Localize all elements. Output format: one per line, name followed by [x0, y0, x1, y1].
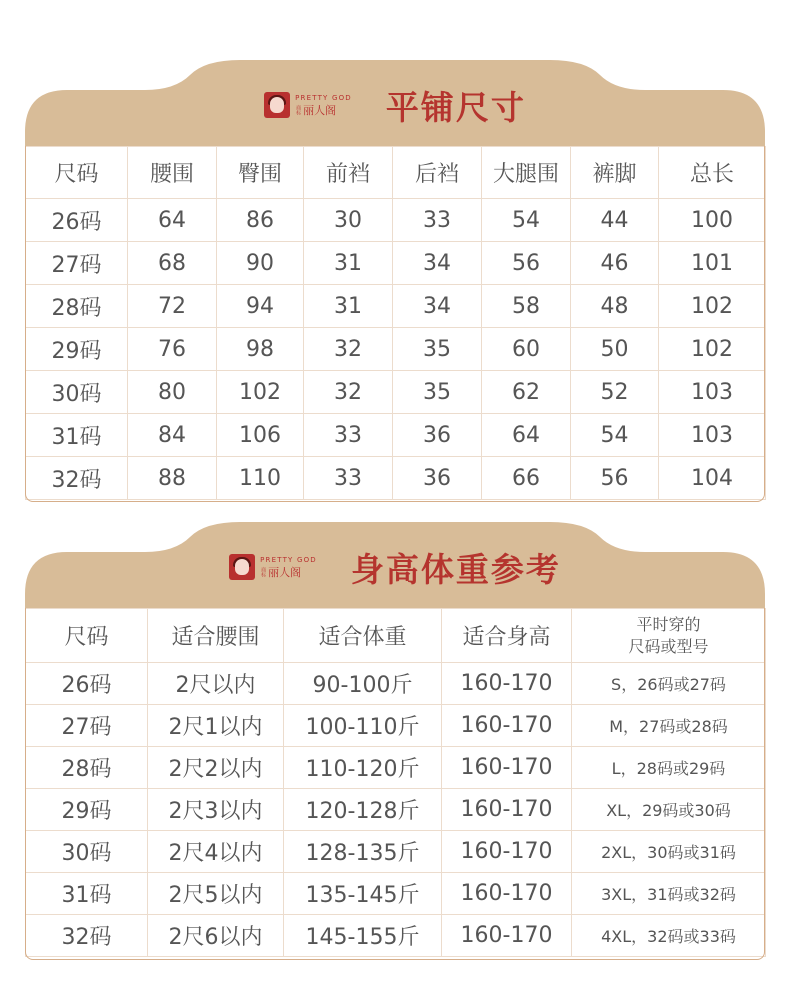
column-header: [572, 609, 766, 663]
table-row: [26, 747, 766, 789]
table-cell: 33: [304, 414, 393, 457]
table-row: [26, 789, 766, 831]
brand-logo-2: [229, 554, 317, 580]
column-header: 尺码: [26, 609, 148, 663]
column-header: 腰围: [128, 147, 217, 199]
table-cell: 56: [482, 242, 571, 285]
table-cell: 31码: [26, 873, 148, 915]
table-cell: 100: [659, 199, 766, 242]
column-header: 臀围: [217, 147, 304, 199]
table-cell: 26码: [26, 199, 128, 242]
table-cell: 52: [571, 371, 659, 414]
body-ref-section: [25, 522, 765, 960]
table-cell: 48: [571, 285, 659, 328]
table-cell: 27码: [26, 242, 128, 285]
table-cell: 2尺1以内: [148, 705, 284, 747]
table-cell: 60: [482, 328, 571, 371]
table-cell: 2尺5以内: [148, 873, 284, 915]
table-cell: L，28码或29码: [572, 747, 766, 789]
table-cell: 31: [304, 242, 393, 285]
table-cell: 104: [659, 457, 766, 500]
column-header: 适合腰围: [148, 609, 284, 663]
table-row: [26, 831, 766, 873]
table-cell: 31: [304, 285, 393, 328]
table-cell: 160-170: [442, 873, 572, 915]
table-cell: 2尺6以内: [148, 915, 284, 957]
table-cell: 145-155斤: [284, 915, 442, 957]
table-row: [26, 457, 766, 500]
table-cell: 62: [482, 371, 571, 414]
table-cell: 86: [217, 199, 304, 242]
brand-logo-icon: [229, 554, 255, 580]
table-cell: 160-170: [442, 747, 572, 789]
table-cell: 35: [393, 371, 482, 414]
table-cell: 102: [659, 328, 766, 371]
table-header-row: [26, 609, 766, 663]
table-row: [26, 242, 766, 285]
table-row: [26, 873, 766, 915]
table-cell: 90-100斤: [284, 663, 442, 705]
table-cell: 32码: [26, 915, 148, 957]
table-cell: 30码: [26, 371, 128, 414]
column-header: 后裆: [393, 147, 482, 199]
table-row: [26, 285, 766, 328]
flat-size-section: [25, 60, 765, 502]
table-cell: 66: [482, 457, 571, 500]
flat-size-table: [25, 146, 766, 500]
table-cell: 2尺3以内: [148, 789, 284, 831]
table-cell: 128-135斤: [284, 831, 442, 873]
body-ref-table: [25, 608, 766, 957]
brand-en: PRETTY GOD: [260, 555, 317, 564]
table-cell: 26码: [26, 663, 148, 705]
table-header-row: [26, 147, 766, 199]
table-cell: 28码: [26, 747, 148, 789]
table-cell: 32: [304, 328, 393, 371]
table-cell: 106: [217, 414, 304, 457]
column-header: 适合身高: [442, 609, 572, 663]
table-cell: 35: [393, 328, 482, 371]
brand-logo-icon: [264, 92, 290, 118]
brand-cn: 丽人阁: [303, 103, 337, 117]
table-cell: 2XL，30码或31码: [572, 831, 766, 873]
table-cell: 34: [393, 242, 482, 285]
brand-en: PRETTY GOD: [295, 93, 352, 102]
table-cell: 160-170: [442, 789, 572, 831]
column-header: 前裆: [304, 147, 393, 199]
table-cell: 72: [128, 285, 217, 328]
table-cell: 2尺2以内: [148, 747, 284, 789]
table-cell: 101: [659, 242, 766, 285]
table-cell: 32码: [26, 457, 128, 500]
table-cell: 68: [128, 242, 217, 285]
table-cell: 27码: [26, 705, 148, 747]
table-cell: 160-170: [442, 915, 572, 957]
table-cell: 110-120斤: [284, 747, 442, 789]
column-header: 大腿围: [482, 147, 571, 199]
table-cell: 56: [571, 457, 659, 500]
table-cell: 31码: [26, 414, 128, 457]
table-cell: 50: [571, 328, 659, 371]
table-cell: 103: [659, 414, 766, 457]
table-cell: 2尺以内: [148, 663, 284, 705]
body-ref-header: [25, 544, 765, 590]
table-cell: 102: [659, 285, 766, 328]
body-ref-title: 身高体重参考: [350, 549, 561, 589]
table-cell: 84: [128, 414, 217, 457]
table-cell: 4XL，32码或33码: [572, 915, 766, 957]
column-header: 裤脚: [571, 147, 659, 199]
table-cell: 34: [393, 285, 482, 328]
table-cell: 135-145斤: [284, 873, 442, 915]
table-row: [26, 371, 766, 414]
table-cell: 160-170: [442, 831, 572, 873]
table-row: [26, 915, 766, 957]
table-cell: 2尺4以内: [148, 831, 284, 873]
table-cell: 110: [217, 457, 304, 500]
table-row: [26, 414, 766, 457]
table-cell: 160-170: [442, 663, 572, 705]
table-cell: 3XL，31码或32码: [572, 873, 766, 915]
brand-small: 商标: [295, 105, 302, 115]
table-cell: 160-170: [442, 705, 572, 747]
column-header: 适合体重: [284, 609, 442, 663]
table-cell: 44: [571, 199, 659, 242]
table-row: [26, 328, 766, 371]
table-cell: 29码: [26, 328, 128, 371]
flat-size-header: [25, 82, 765, 128]
table-cell: 76: [128, 328, 217, 371]
flat-size-title: 平铺尺寸: [385, 87, 526, 127]
table-cell: 98: [217, 328, 304, 371]
table-cell: 29码: [26, 789, 148, 831]
table-cell: 36: [393, 414, 482, 457]
table-cell: 64: [128, 199, 217, 242]
table-cell: 103: [659, 371, 766, 414]
table-cell: 46: [571, 242, 659, 285]
brand-cn: 丽人阁: [268, 565, 302, 579]
table-cell: 58: [482, 285, 571, 328]
table-cell: 32: [304, 371, 393, 414]
table-cell: 90: [217, 242, 304, 285]
table-cell: 28码: [26, 285, 128, 328]
column-header: 总长: [659, 147, 766, 199]
table-cell: 64: [482, 414, 571, 457]
table-cell: 33: [393, 199, 482, 242]
brand-logo: [264, 92, 352, 118]
table-cell: M，27码或28码: [572, 705, 766, 747]
table-cell: 30: [304, 199, 393, 242]
table-cell: 102: [217, 371, 304, 414]
table-row: [26, 705, 766, 747]
column-header: 尺码: [26, 147, 128, 199]
header-line: 平时穿的: [636, 614, 701, 634]
table-cell: 120-128斤: [284, 789, 442, 831]
table-cell: 94: [217, 285, 304, 328]
table-row: [26, 199, 766, 242]
table-cell: 30码: [26, 831, 148, 873]
table-cell: 33: [304, 457, 393, 500]
table-row: [26, 663, 766, 705]
table-cell: 100-110斤: [284, 705, 442, 747]
header-line: 尺码或型号: [628, 636, 709, 656]
table-cell: 54: [571, 414, 659, 457]
table-cell: S，26码或27码: [572, 663, 766, 705]
table-cell: 88: [128, 457, 217, 500]
table-cell: 80: [128, 371, 217, 414]
table-cell: 36: [393, 457, 482, 500]
brand-small: 商标: [260, 567, 267, 577]
table-cell: 54: [482, 199, 571, 242]
table-cell: XL，29码或30码: [572, 789, 766, 831]
